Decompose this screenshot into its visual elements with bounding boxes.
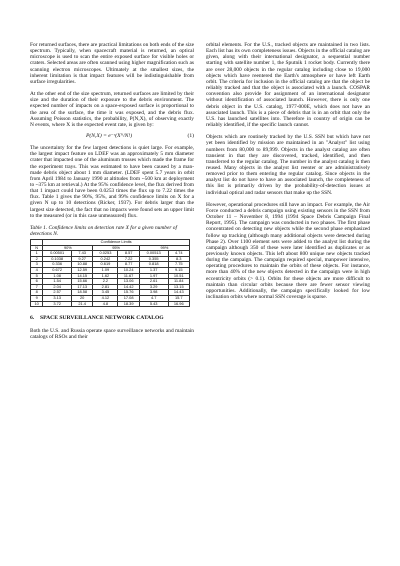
paragraph: However, operational procedures still have an impact. For example, the Air Force conducted a debris campaign using existing sensors in the SSN from October 11 – November 8, 1994 (1994 Space Debris Campaign Final Report, 1995). The campaign was conducted in two phases. The first phase concentrated on detecting new objects while the second phase emphasized follow up tracking (although many additional objects were detected during Phase 2). Over 1100 element sets were added to the analyst list during the campaign although 350 of these were later identified as duplicates or as previously known objects. This left about 800 unique new objects tracked during the campaign. The campaign required special, manpower intensive, operating procedures to maintain the orbits of these objects. For instance, more than 40% of the new objects detected in the campaign were in high eccentricity orbits (> 0.1). Orbits for these objects are more difficult to maintain than circular orbits because there are fewer sensor viewing opportunities. Additionally, the campaign specifically looked for low inclination orbits where normal SSN coverage is sparse. xyxy=(206,201,370,301)
table-cell: 9.27 xyxy=(71,256,92,262)
table-cell: 18.58 xyxy=(71,290,92,296)
equation-number: (1) xyxy=(187,133,194,140)
table-row xyxy=(31,301,190,307)
table-cell: 0.818 xyxy=(139,262,168,268)
paragraph: For returned surfaces, there are practical limitations on both ends of the size spectrum. Typically, when spacecraft material is returned, an optical microscope is used to scan the entire exposed surface for visible holes or craters. Selected areas are often scanned using higher magnification such as scanning electron microscopes. Ultimately at the smallest sizes, the inherent limitation is that impact features will be indistinguishable from surface irregularities. xyxy=(30,42,194,85)
column-header-90: 90% xyxy=(43,245,93,251)
table-cell: 7.43 xyxy=(71,251,92,257)
table-cell: 15.66 xyxy=(71,279,92,285)
table-cell: 7.22 xyxy=(118,256,139,262)
table-cell: 18.39 xyxy=(118,301,139,307)
table-cell: 8.3 xyxy=(168,256,189,262)
table-cell: 10.51 xyxy=(168,273,189,279)
table-cell: 0.00501 xyxy=(43,251,72,257)
table-cell: 0.355 xyxy=(139,256,168,262)
table-cell-n: 8 xyxy=(31,290,43,296)
table-cell: 3.98 xyxy=(139,290,168,296)
table-cell: 1.09 xyxy=(93,268,118,274)
table-cell-n: 9 xyxy=(31,296,43,302)
table-cell: 3.72 xyxy=(43,301,72,307)
table-cell-n: 2 xyxy=(31,256,43,262)
table-cell: 11.67 xyxy=(118,273,139,279)
table-cell: 10.24 xyxy=(118,268,139,274)
paragraph: Both the U.S. and Russia operate space surveillance networks and maintain catalogs of RSOs and their xyxy=(30,327,194,340)
table-cell: 0.0253 xyxy=(93,251,118,257)
table-cell: 5.43 xyxy=(139,301,168,307)
table-title: Confidence Limits xyxy=(43,240,190,246)
section-number: 6. xyxy=(30,315,35,322)
column-header-99: 99% xyxy=(139,245,189,251)
table-cell: 15.76 xyxy=(118,290,139,296)
table-cell-n: 7 xyxy=(31,284,43,290)
table-cell: 2.61 xyxy=(139,279,168,285)
right-column xyxy=(206,42,370,300)
table-cell: 11.84 xyxy=(168,279,189,285)
table-cell: 2.2 xyxy=(93,279,118,285)
table-cell: 10.88 xyxy=(71,262,92,268)
table-cell-n: 4 xyxy=(31,268,43,274)
table-cell: 0.336 xyxy=(43,262,72,268)
column-header-n: N xyxy=(31,245,43,251)
table-cell: 0.1038 xyxy=(43,256,72,262)
table-cell-n: 10 xyxy=(31,301,43,307)
equation-text: P(N,X) = e⁻ˣ(Xᴺ/N!) xyxy=(86,133,133,140)
paragraph: At the other end of the size spectrum, returned surfaces are limited by their size and the duration of their exposure to the debris environment. The expected number of impacts on a space-exposed surface is proportional to the area of the surface, the time it was exposed, and the debris flux. Assuming Poisson statistics, the probability, P(N,X), of observing exactly N events, where X is the expected event rate, is given by: xyxy=(30,91,194,128)
table-cell: 0.619 xyxy=(93,262,118,268)
table-cell: 16.96 xyxy=(168,301,189,307)
table-cell: 4.7 xyxy=(139,296,168,302)
table-cell: 8.57 xyxy=(118,251,139,257)
table-cell: 3.29 xyxy=(139,284,168,290)
table-cell: 13.06 xyxy=(118,279,139,285)
table-cell-n: 1 xyxy=(31,251,43,257)
table-caption: Table 1. Confidence limits on detection rate X for a given number of detections N. xyxy=(30,224,177,237)
table-cell-n: 3 xyxy=(31,262,43,268)
paragraph: orbital elements. For the U.S., tracked objects are maintained in two lists. Each list has its own completeness issues. Objects in the official catalog are given, along with their international designator, a sequential number starting with satellite number 1, the Sputnik 1 rocket body. Currently there are over 28,000 objects in the regular catalog including close to 19,000 objects which have reentered the Earth's atmosphere or have left Earth orbit. The criteria for inclusion in the official catalog are that the object be reliably tracked and that the object is associated with a launch. COSPAR convention also provide for assignment of an international designator without identification of associated launch. However, there is only one debris object in the U.S. catalog, 1977-000E, which does not have an associated launch. This is a piece of debris that is in an orbit that only the U.S. has launched satellites into. Therefore in country of origin can be reliably identified, if the specific launch cannot. xyxy=(206,42,370,129)
table-cell: 20 xyxy=(71,296,92,302)
table-cell: 4.8 xyxy=(93,301,118,307)
table-cell: 1.97 xyxy=(139,273,168,279)
table-cell: 2.81 xyxy=(93,284,118,290)
table-cell-n: 5 xyxy=(31,273,43,279)
table-cell: 8.77 xyxy=(118,262,139,268)
table-cell: 0.00513 xyxy=(139,251,168,257)
table-cell: 15.7 xyxy=(168,296,189,302)
table-cell: 14.15 xyxy=(71,273,92,279)
table-cell: 3.13 xyxy=(43,296,72,302)
table-cell: 1.37 xyxy=(139,268,168,274)
table-cell: 1.08 xyxy=(43,273,72,279)
left-column xyxy=(30,42,194,340)
table-cell: 21.4 xyxy=(71,301,92,307)
table-cell: 0.242 xyxy=(93,256,118,262)
table-cell: 17.13 xyxy=(71,284,92,290)
table-cell: 2.04 xyxy=(43,284,72,290)
table-cell: 0.672 xyxy=(43,268,72,274)
table-cell: 14.42 xyxy=(118,284,139,290)
paragraph: The uncertainty for the few largest detections is quiet large. For example, the largest impact feature on LDEF was an approximately 5 mm diameter crater that impacted one of the aluminum trusses which made the frame for the experiment trays. This was estimated to have been caused by a man-made debris object about 1 mm diameter. (LDEF spent 5.7 years in orbit from April 1984 to January 1990 at altitudes from ~500 km at deployment to ~375 km at retrieval.) At the 95% confidence level, the flux derived from that 1 impact could have been 0.0253 times the flux up to 7.22 times the flux. Table 1 gives the 90%, 95%, and 99% confidence limits on X for a given N up to 10 detections (Ricker, 1937). For debris larger than the largest size detected, the fact that no impacts were found sets an upper limit to the measured (or in this case unmeasured) flux. xyxy=(30,145,194,219)
table-cell: 4.12 xyxy=(93,296,118,302)
table-cell: 4.74 xyxy=(168,251,189,257)
table-cell: 12.59 xyxy=(71,268,92,274)
table-cell: 13.15 xyxy=(168,284,189,290)
table-cell: 1.54 xyxy=(43,279,72,285)
table-cell: 14.43 xyxy=(168,290,189,296)
table-cell: 7.75 xyxy=(168,262,189,268)
table-cell: 9.15 xyxy=(168,268,189,274)
poisson-equation xyxy=(30,133,194,140)
paragraph: Objects which are routinely tracked by the U.S. SSN but which have not yet been identified by mission are maintained in an "Analyst" list using numbers from 80,000 to 89,999. Objects in the analyst catalog are often transient in that they are discovered, tracked, identified, and then transferred to the regular catalog. The number in the analyst catalog is then reused. Many objects in the analyst list reenter or are administratively removed prior to them entering the regular catalog. Since objects in the analyst list do not have to have an associated launch, the completeness of this list is primarily driven by the probability-of-detection issues at individual optical and radar sensors that make up the SSN. xyxy=(206,134,370,196)
confidence-limits-table xyxy=(30,239,190,307)
table-body xyxy=(31,251,190,307)
table-cell-n: 6 xyxy=(31,279,43,285)
table-cell: 17.08 xyxy=(118,296,139,302)
column-header-95: 95% xyxy=(93,245,139,251)
table-cell: 1.62 xyxy=(93,273,118,279)
table-cell: 2.57 xyxy=(43,290,72,296)
section-title: SPACE SURVEILLANCE NETWORK CATALOG xyxy=(40,315,164,322)
table-cell: 3.45 xyxy=(93,290,118,296)
